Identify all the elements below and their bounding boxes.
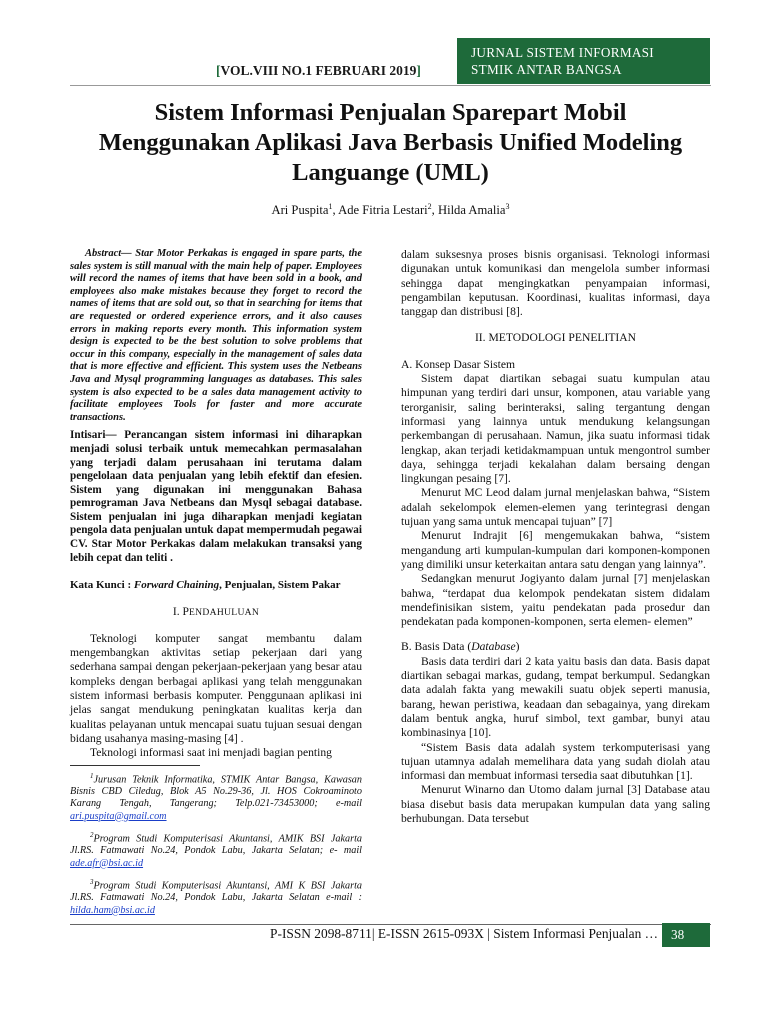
paragraph: “Sistem Basis data adalah system terkomputerisasi yang tujuan utamnya adalah memelihara data yang sudah diolah atau informasi dan membuat informasi tersedia saat dibutuhkan [1].: [401, 740, 710, 783]
subsection-heading-b: B. Basis Data (Database): [401, 640, 520, 654]
footnote-divider: [70, 765, 200, 766]
footnote-2: $^2$Program Studi Komputerisasi Akuntansi, AMIK BSI Jakarta Jl.RS. Fatmawati No.24, Pondok Labu, Jakarta Selatan; e- mail ade.afr@bsi.ac.id: [70, 830, 362, 869]
header-divider: [70, 85, 711, 86]
paragraph: Teknologi informasi saat ini menjadi bagian penting: [90, 746, 332, 760]
paragraph: Menurut Indrajit [6] mengemukakan bahwa, “sistem mengandung arti kumpulan-kumpulan dari komponen-komponen yang dimiliki unsur keterkaitan antara satu dengan yang lainnya”.: [401, 529, 710, 571]
intisari: Intisari— Perancangan sistem informasi ini diharapkan menjadi solusi terbaik untuk memecahkan permasalahan yang terjadi dalam perusahaan ini terutama dalam pengelolaan data penjualan yang lebih efektif dan efesien. Sistem yang digunakan ini menggunakan Bahasa pemrograman Java Netbeans dan Mysql sebagai database. Sistem penjualan ini juga diharapkan menjadi kegiatan pengola data penjualan untuk dapat mempermudah pegawai CV. Star Motor Perkakas dalam melakukan transaksi yang lebih cepat dan teliti .: [70, 429, 362, 564]
footer-divider: [70, 924, 711, 925]
footnote-3: $^3$Program Studi Komputerisasi Akuntansi, AMI K BSI Jakarta Jl.RS. Fatmawati No.24, Pondok Labu, Jakarta Selatan e-mail : hilda.ham@bsi.ac.id: [70, 877, 362, 916]
right-column: [401, 248, 710, 826]
journal-name-box: [457, 38, 710, 84]
subsection-heading-a: A. Konsep Dasar Sistem: [401, 357, 515, 371]
abstract: Abstract— Star Motor Perkakas is engaged in spare parts, the sales system is still manual with the main help of paper. Employees will record the names of items that have been sold in a book, and employees also make mistakes because they forget to record the names of items that are sold out, so that in searching for items that are requested or ordered experience errors, and it also causes errors in making reports every month. This information system design is expected to be the best solution to solve problems that occur in this company, especially in the management of sales data that is more effective and efficient. This system uses the Netbeans Java and Mysql programming languages as databases. This sales system is also expected to be a sales data management activity to facilitate employees Tools for faster and more accurate transactions.: [70, 248, 362, 423]
paragraph: dalam suksesnya proses bisnis organisasi. Teknologi informasi digunakan untuk komunikasi dan mengelola sumber informasi sehingga dapat mengingkatkan penyampaian informasi, pengambilan keputusan. Koordinasi, kualitas informasi, daya tanggap dan distribusi [8].: [401, 248, 710, 319]
footnote-1: $^1$Jurusan Teknik Informatika, STMIK Antar Bangsa, Kawasan Bisnis CBD Ciledug, Blok A5 No.29-36, Jl. HOS Cokroaminoto Karang Tengah, Tangerang; Telp.021-73453000; e-mail ari.puspita@gmail.com: [70, 771, 362, 822]
page-number: 38: [662, 923, 710, 947]
paragraph: Sistem dapat diartikan sebagai suatu kumpulan atau himpunan yang terdiri dari unsur, komponen, atau variable yang terorganisir, saling berinteraksi, saling tergantung dengan informasi yang lainnya untuk mendukung kelangsungan perkembangan di perusahaan. Namun, jika suatu informasi tidak lengkap, akan terjadi ketidakmampuan untuk mengontrol sumber daya, sehingga terjadi kekalahan dalam bersaing dengan lingkungan pesaing [7].: [401, 372, 710, 486]
footer-citation: P-ISSN 2098-8711| E-ISSN 2615-093X | Sistem Informasi Penjualan …: [270, 926, 658, 941]
author-list: Ari Puspita$^1$, Ade Fitria Lestari$^2$, Hilda Amalia$^3$: [271, 202, 510, 218]
paragraph: Sedangkan menurut Jogiyanto dalam jurnal [7] menjelaskan bahwa, “terdapat dua kelompok pendekatan sistem didalam mendefinisikan sistem, yaitu pendekatan pada prosedur dan pendekatan pada komponen-komponen, serta elemen- elemen”: [401, 572, 710, 629]
paper-title: Sistem Informasi Penjualan Sparepart Mobil Menggunakan Aplikasi Java Berbasis Unified Modeling Languange (UML): [98, 99, 683, 186]
paragraph: Basis data terdiri dari 2 kata yaitu basis dan data. Basis dapat diartikan sebagai markas, gudang, tempat berkumpul. Sedangkan data adalah fakta yang mewakili suatu objek seperti manusia, barang, hewan peristiwa, keadaan dan sebagainya, yang direkam dalam bentuk angka, huruf simbol, text gambar, bunyi atau kombinasinya [10].: [401, 654, 710, 740]
email-link[interactable]: ade.afr@bsi.ac.id: [70, 857, 144, 869]
journal-name-line1: JURNAL SISTEM INFORMASI: [471, 45, 654, 60]
volume-label: [VOL.VIII NO.1 FEBRUARI 2019]: [216, 63, 421, 78]
email-link[interactable]: hilda.ham@bsi.ac.id: [70, 904, 155, 916]
paragraph: Menurut MC Leod dalam jurnal menjelaskan bahwa, “Sistem adalah sekelompok elemen-elemen yang terintegrasi dengan tujuan yang sama untuk mencapai tujuan” [7]: [401, 486, 710, 529]
keywords: Kata Kunci : Forward Chaining, Penjualan, Sistem Pakar: [70, 579, 341, 592]
section-heading-pendahuluan: I. PENDAHULUAN: [172, 604, 260, 618]
left-column: [70, 248, 362, 923]
section-heading-metodologi: II. METODOLOGI PENELITIAN: [474, 331, 637, 345]
paragraph: Menurut Winarno dan Utomo dalam jurnal [3] Database atau biasa disebut basis data merupakan kumpulan data yang saling berhubungan. Data tersebut: [401, 783, 710, 825]
paragraph: Teknologi komputer sangat membantu dalam mengembangkan aktivitas setiap pekerjaan dari yang sederhana sampai dengan pekerjaan-pekerjaan yang besar atau kompleks dengan berbagai aplikasi yang telah menggunakan sistem informasi berbasis komputer. Penggunaan aplikasi ini jelas sangat mendukung peningkatan kualitas kerja dan kualitas pelayanan untuk mencapai suatu tujuan sesuai dengan bidang usahanya masing-masing [4] .: [70, 631, 362, 745]
journal-name-line2: STMIK ANTAR BANGSA: [471, 62, 622, 77]
email-link[interactable]: ari.puspita@gmail.com: [70, 810, 167, 822]
